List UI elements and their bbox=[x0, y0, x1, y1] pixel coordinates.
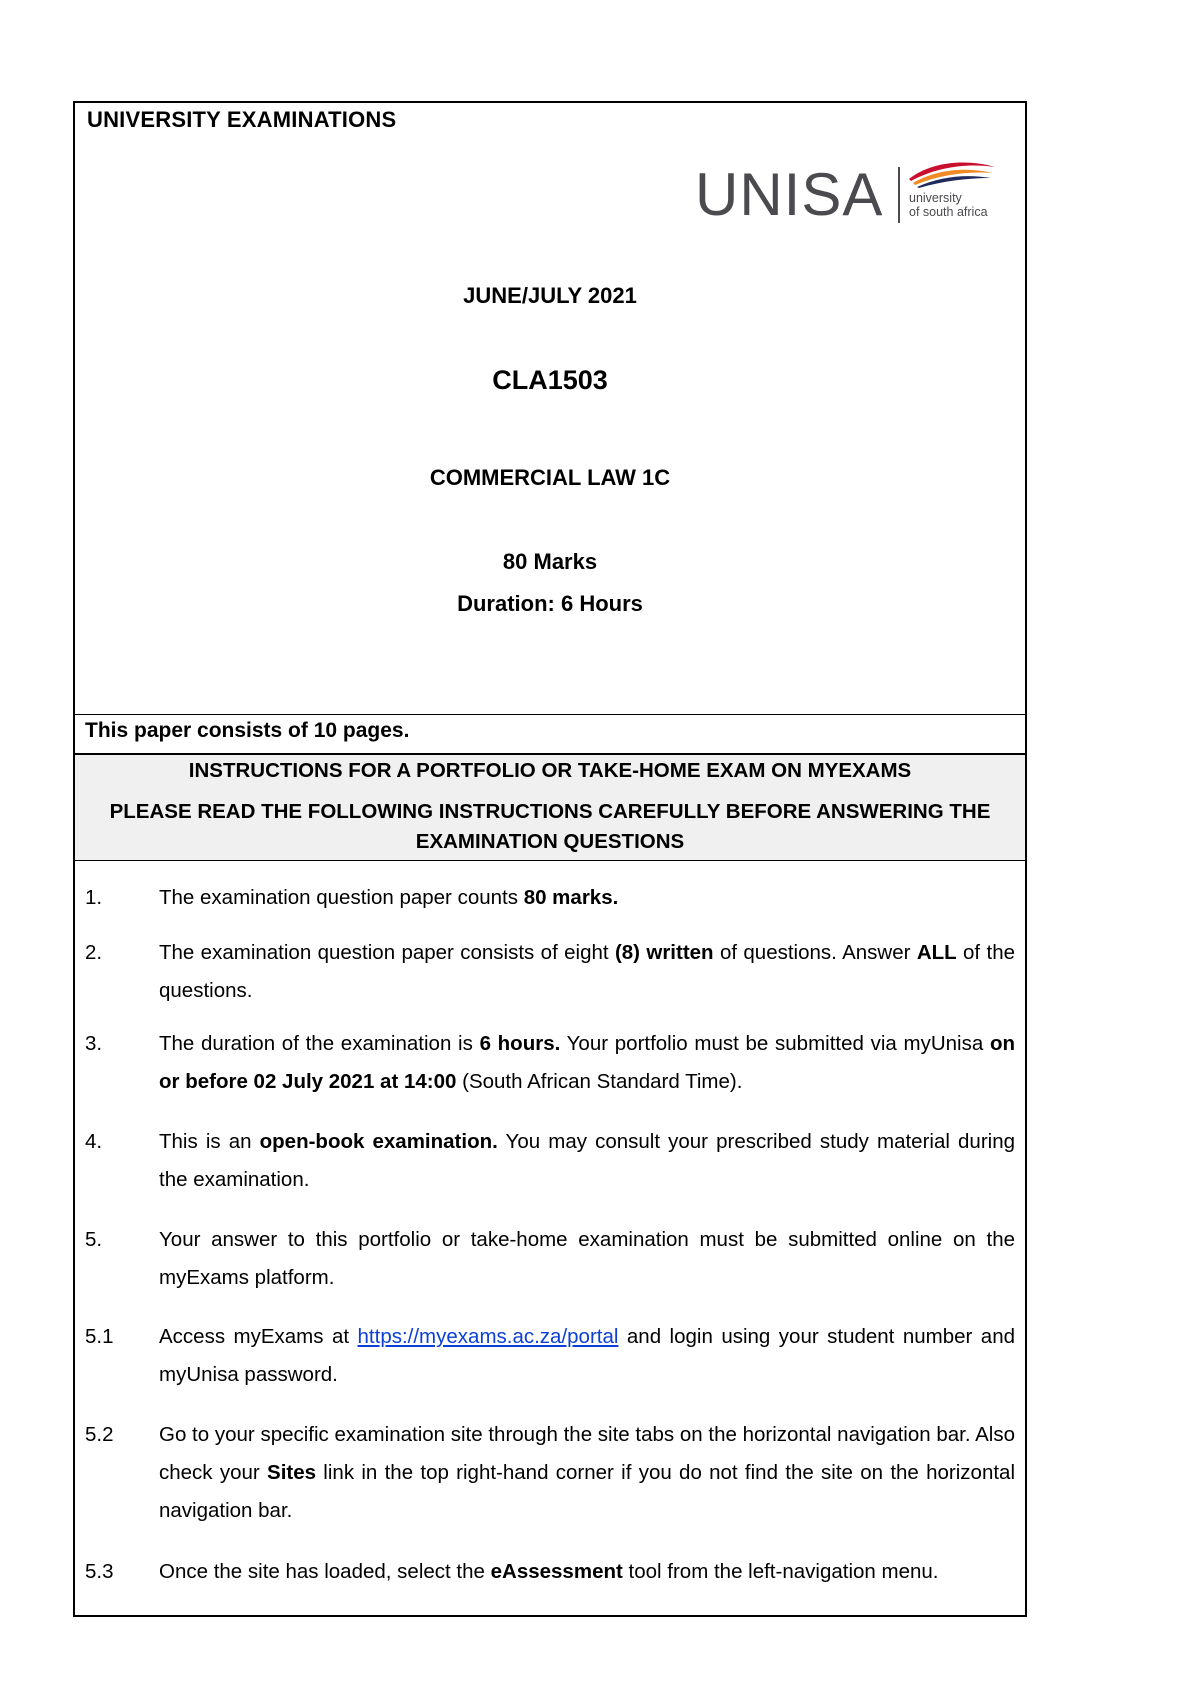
course-code: CLA1503 bbox=[492, 365, 608, 395]
item-number: 5.3 bbox=[85, 1560, 114, 1583]
item-text: The examination question paper counts 80 marks. bbox=[159, 886, 619, 909]
page-count: This paper consists of 10 pages. bbox=[85, 719, 410, 742]
unisa-logo bbox=[695, 155, 995, 235]
item-text: Access myExams at https://myexams.ac.za/portal and login using your student number and myUnisa password. bbox=[159, 1325, 1015, 1386]
item-number: 4. bbox=[85, 1130, 103, 1153]
item-number: 5.2 bbox=[85, 1423, 114, 1446]
course-title: COMMERCIAL LAW 1C bbox=[429, 465, 671, 490]
item-number: 3. bbox=[85, 1032, 103, 1055]
university-exams-label: UNIVERSITY EXAMINATIONS bbox=[87, 107, 397, 132]
logo-subtext bbox=[909, 191, 988, 219]
instructions-heading-line-1: INSTRUCTIONS FOR A PORTFOLIO OR TAKE-HOME EXAM ON MYEXAMS bbox=[188, 759, 912, 782]
item-number: 5.1 bbox=[85, 1325, 114, 1348]
logo-wordmark: UNISA bbox=[695, 161, 884, 228]
logo-divider bbox=[898, 167, 900, 223]
item-text: The examination question paper consists of eight (8) written of questions. Answer ALL of the questions. bbox=[159, 941, 1015, 1002]
instructions-heading bbox=[75, 755, 1025, 861]
logo-sub-line-2: of south africa bbox=[909, 205, 988, 219]
page-count-cell bbox=[75, 715, 1025, 755]
item-number: 5. bbox=[85, 1228, 103, 1251]
item-number: 2. bbox=[85, 941, 103, 964]
total-marks: 80 Marks bbox=[502, 549, 598, 574]
header-cell bbox=[75, 103, 1025, 715]
exam-cover-frame bbox=[73, 101, 1027, 1617]
item-text: Go to your specific examination site through the site tabs on the horizontal navigation bar. Also check your Sites link in the top right-hand corner if you do not find the site on the horizontal navigation bar. bbox=[159, 1423, 1015, 1522]
exam-duration: Duration: 6 Hours bbox=[457, 591, 643, 616]
item-text: Your answer to this portfolio or take-home examination must be submitted online on the myExams platform. bbox=[159, 1228, 1015, 1289]
instructions-heading-line-2: PLEASE READ THE FOLLOWING INSTRUCTIONS CAREFULLY BEFORE ANSWERING THE EXAMINATION QUESTIONS bbox=[109, 800, 991, 853]
item-text: Once the site has loaded, select the eAssessment tool from the left-navigation menu. bbox=[159, 1560, 939, 1583]
logo-swoosh-icon bbox=[907, 159, 997, 189]
myexams-portal-link[interactable]: https://myexams.ac.za/portal bbox=[357, 1325, 619, 1348]
item-text: This is an open-book examination. You may consult your prescribed study material during the examination. bbox=[159, 1130, 1016, 1191]
exam-session: JUNE/JULY 2021 bbox=[463, 283, 637, 308]
item-number: 1. bbox=[85, 886, 103, 909]
item-text: The duration of the examination is 6 hours. Your portfolio must be submitted via myUnisa on or before 02 July 2021 at 14:00 (South African Standard Time). bbox=[159, 1032, 1015, 1093]
logo-sub-line-1: university bbox=[909, 191, 962, 205]
